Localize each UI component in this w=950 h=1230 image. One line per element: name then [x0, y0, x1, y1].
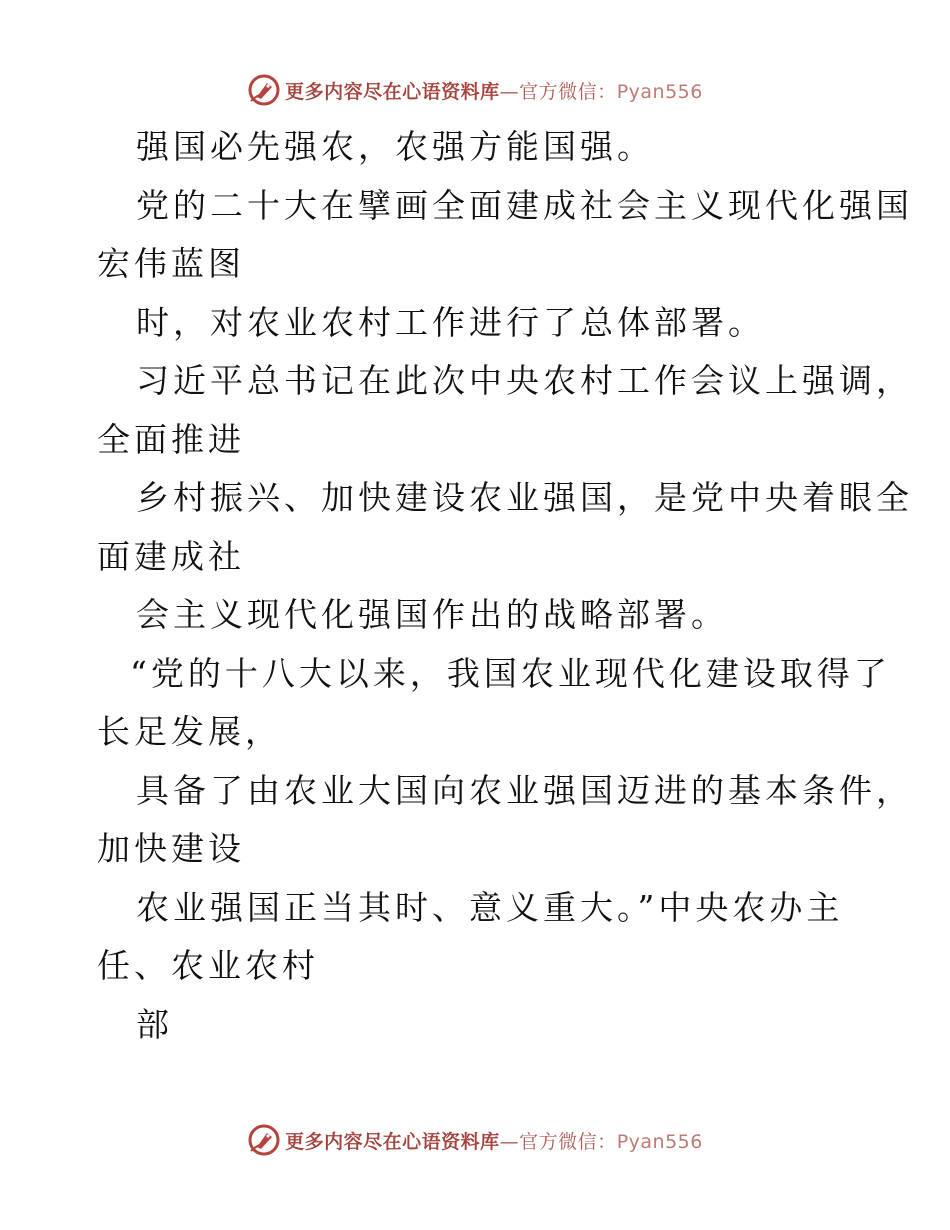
text-line: 乡村振兴、加快建设农业强国，是党中央着眼全: [136, 478, 913, 517]
text-line: 长足发展，: [97, 712, 282, 751]
footer-banner-text: [285, 1127, 703, 1154]
text-line: 任、农业农村: [97, 946, 319, 985]
footer-wechat-account: Pyan556: [616, 1130, 703, 1153]
text-line: 习近平总书记在此次中央农村工作会议上强调，: [136, 361, 913, 400]
text-line: 党的二十大在擘画全面建成社会主义现代化强国: [136, 185, 913, 225]
header-separator: —: [499, 80, 520, 103]
text-line: 具备了由农业大国向农业强国迈进的基本条件，: [136, 770, 913, 810]
header-banner-text: [285, 77, 703, 104]
document-body: [97, 118, 913, 1054]
text-line: “党的十八大以来，我国农业现代化建设取得了: [130, 653, 891, 693]
pen-nib-logo-icon: [247, 1123, 281, 1157]
footer-wechat-label: 官方微信：: [519, 1130, 617, 1153]
text-line: 部: [136, 1004, 173, 1044]
text-line: 农业强国正当其时、意义重大。”中央农办主: [136, 887, 844, 927]
footer-site-text: 更多内容尽在心语资料库: [285, 1130, 500, 1153]
text-line: 强国必先强农，农强方能国强。: [136, 127, 654, 166]
pen-nib-logo-icon: [247, 73, 281, 107]
footer-banner: [0, 1120, 950, 1160]
header-wechat-account: Pyan556: [616, 80, 703, 103]
header-banner: [0, 70, 950, 110]
header-site-text: 更多内容尽在心语资料库: [285, 80, 500, 103]
text-line: 加快建设: [97, 829, 245, 868]
text-line: 面建成社: [97, 536, 245, 576]
header-wechat-label: 官方微信：: [519, 80, 617, 103]
text-line: 全面推进: [97, 419, 245, 459]
text-line: 宏伟蓝图: [97, 244, 245, 283]
text-line: 时，对农业农村工作进行了总体部署。: [136, 302, 765, 342]
text-line: 会主义现代化强国作出的战略部署。: [136, 595, 728, 634]
footer-separator: —: [499, 1130, 520, 1153]
